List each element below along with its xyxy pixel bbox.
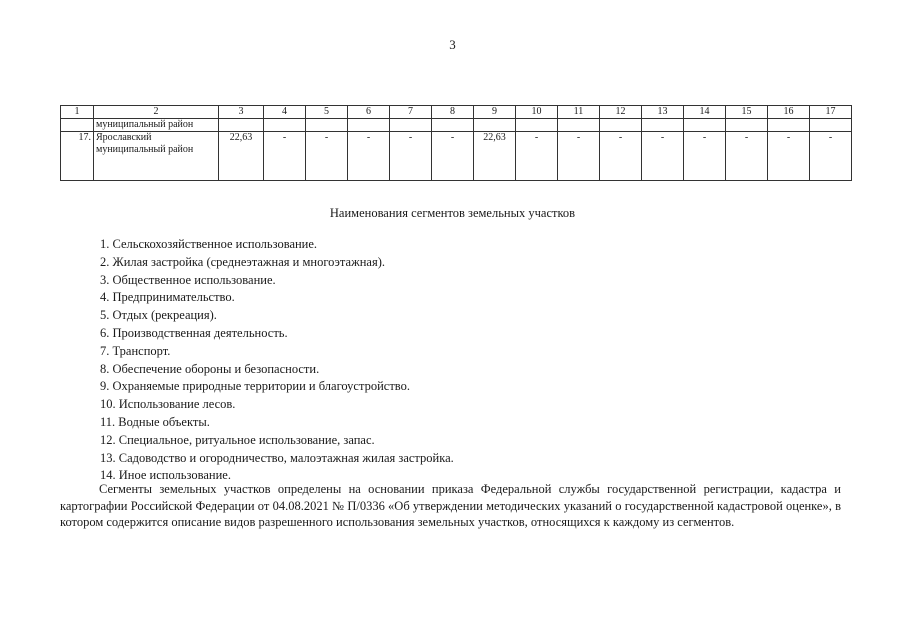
column-header: 15 — [726, 106, 768, 119]
table-row — [61, 119, 852, 132]
table-cell: - — [558, 132, 600, 181]
segment-item: 14. Иное использование. — [100, 468, 231, 483]
table-cell — [558, 119, 600, 132]
segment-item: 4. Предпринимательство. — [100, 290, 235, 305]
segment-item: 6. Производственная деятельность. — [100, 325, 288, 340]
segment-item: 5. Отдых (рекреация). — [100, 308, 217, 323]
table-header-row — [61, 106, 852, 119]
table-cell — [432, 119, 474, 132]
row-number — [61, 119, 94, 132]
table-cell: - — [432, 132, 474, 181]
segment-item: 9. Охраняемые природные территории и благоустройство. — [100, 379, 410, 394]
table-cell: - — [726, 132, 768, 181]
row-number: 17. — [61, 132, 94, 181]
table-cell — [768, 119, 810, 132]
column-header: 17 — [810, 106, 852, 119]
table-cell: 22,63 — [219, 132, 264, 181]
table-cell — [642, 119, 684, 132]
column-header: 6 — [348, 106, 390, 119]
segment-item: 2. Жилая застройка (среднеэтажная и многоэтажная). — [100, 254, 385, 269]
segment-item: 7. Транспорт. — [100, 343, 171, 358]
district-name: Ярославский муниципальный район — [94, 132, 219, 181]
table-cell: - — [642, 132, 684, 181]
segment-item: 1. Сельскохозяйственное использование. — [100, 237, 318, 251]
column-header: 14 — [684, 106, 726, 119]
table-cell: - — [264, 132, 306, 181]
column-header: 9 — [474, 106, 516, 119]
table-cell — [390, 119, 432, 132]
table-cell — [264, 119, 306, 132]
table-cell: 22,63 — [474, 132, 516, 181]
table-cell: - — [516, 132, 558, 181]
table-cell — [600, 119, 642, 132]
column-header: 7 — [390, 106, 432, 119]
column-header: 5 — [306, 106, 348, 119]
segments-table — [60, 105, 852, 181]
district-name: муниципальный район — [94, 119, 219, 132]
column-header: 11 — [558, 106, 600, 119]
column-header: 1 — [61, 106, 94, 119]
table-row — [61, 132, 852, 181]
body-paragraph: Сегменты земельных участков определены на основании приказа Федеральной службы государственной регистрации, кадастра и картографии Российской Федерации от 04.08.2021 № П/0336 «Об утверждении методических указаний о государственной кадастровой оценке», в котором содержится описание видов разрешенного использования земельных участков, относящихся к каждому из сегментов. — [60, 482, 841, 529]
table-cell: - — [768, 132, 810, 181]
segments-list — [100, 236, 454, 485]
segment-item: 8. Обеспечение обороны и безопасности. — [100, 361, 320, 376]
table-cell — [348, 119, 390, 132]
table-cell: - — [600, 132, 642, 181]
column-header: 2 — [94, 106, 219, 119]
segment-item: 3. Общественное использование. — [100, 272, 276, 287]
column-header: 3 — [219, 106, 264, 119]
column-header: 16 — [768, 106, 810, 119]
column-header: 12 — [600, 106, 642, 119]
table-cell — [726, 119, 768, 132]
table-cell — [684, 119, 726, 132]
table-cell: - — [348, 132, 390, 181]
table-cell: - — [684, 132, 726, 181]
column-header: 10 — [516, 106, 558, 119]
column-header: 4 — [264, 106, 306, 119]
column-header: 13 — [642, 106, 684, 119]
table-cell — [516, 119, 558, 132]
segment-item: 11. Водные объекты. — [100, 414, 210, 429]
table-cell — [810, 119, 852, 132]
segment-item: 13. Садоводство и огородничество, малоэтажная жилая застройка. — [100, 450, 454, 465]
table-cell: - — [390, 132, 432, 181]
table-cell — [474, 119, 516, 132]
section-title: Наименования сегментов земельных участков — [329, 206, 576, 220]
segment-item: 12. Специальное, ритуальное использование, запас. — [100, 432, 375, 447]
table-cell: - — [306, 132, 348, 181]
column-header: 8 — [432, 106, 474, 119]
table-cell — [306, 119, 348, 132]
table-cell — [219, 119, 264, 132]
table-cell: - — [810, 132, 852, 181]
page-number: 3 — [449, 37, 456, 52]
segment-item: 10. Использование лесов. — [100, 397, 236, 412]
